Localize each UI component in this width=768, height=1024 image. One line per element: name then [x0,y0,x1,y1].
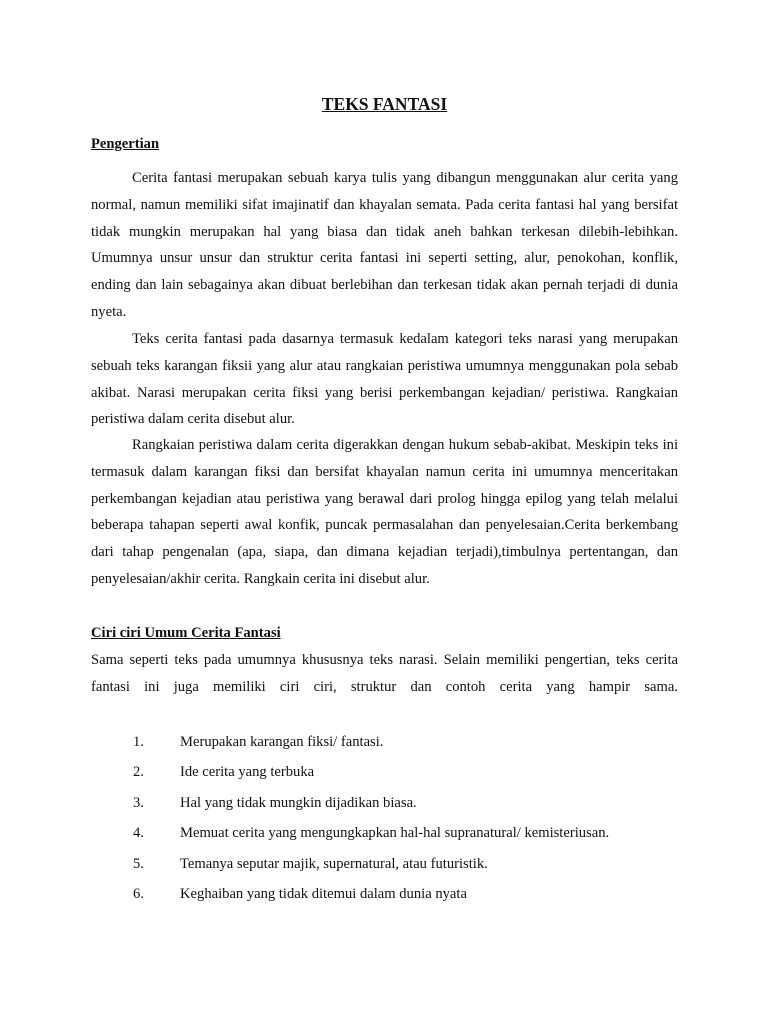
list-item-number: 6. [133,885,144,902]
list-item [91,820,678,850]
list-item-number: 2. [133,764,144,781]
list-item-text: Hal yang tidak mungkin dijadikan biasa. [180,794,417,811]
list-item [91,881,678,911]
list-item-number: 5. [133,855,144,872]
paragraph-ciri-intro: Sama seperti teks pada umumnya khususnya teks narasi. Selain memiliki pengertian, teks cerita fantasi ini juga memiliki ciri ciri, struktur dan contoh cerita yang hampir sama. [91,652,678,695]
list-item-text: Temanya seputar majik, supernatural, atau futuristik. [180,855,488,872]
list-item [91,729,678,759]
list-item-number: 1. [133,734,144,750]
list-item-number: 4. [133,825,144,842]
paragraph-definition: Cerita fantasi merupakan sebuah karya tulis yang dibangun menggunakan alur cerita yang normal, namun memiliki sifat imajinatif dan khayalan semata. Pada cerita fantasi hal yang bersifat tidak mungkin merupakan hal yang biasa dan tidak aneh bahkan terkesan dilebih-lebihkan. Umumnya unsur unsur dan struktur cerita fantasi ini seperti setting, alur, penokohan, konflik, ending dan lain sebagainya akan dibuat berlebihan dan terkesan tidak akan pernah terjadi di dunia nyeta. [91,170,678,320]
list-item [91,759,678,789]
list-item-text: Memuat cerita yang mengungkapkan hal-hal supranatural/ kemisteriusan. [180,825,610,842]
list-item [91,851,678,881]
list-item-text: Ide cerita yang terbuka [180,764,315,781]
list-item-number: 3. [133,794,144,811]
list-item-text: Keghaiban yang tidak ditemui dalam dunia nyata [180,885,467,902]
list-item-text: Merupakan karangan fiksi/ fantasi. [180,734,384,750]
section-heading-pengertian: Pengertian [91,136,160,152]
characteristics-list [91,729,678,911]
section-heading-ciri-ciri: Ciri ciri Umum Cerita Fantasi [91,625,281,641]
paragraph-narrative-category: Teks cerita fantasi pada dasarnya termasuk kedalam kategori teks narasi yang merupakan sebuah teks karangan fiksii yang alur atau rangkaian peristiwa umumnya menggunakan pola sebab akibat. Narasi merupakan cerita fiksi yang berisi perkembangan kejadian/ peristiwa. Rangkaian peristiwa dalam cerita disebut alur. [91,331,678,428]
paragraph-plot: Rangkaian peristiwa dalam cerita digerakkan dengan hukum sebab-akibat. Meskipin teks ini termasuk dalam karangan fiksi dan bersifat khayalan namun cerita ini umumnya menceritakan perkembangan kejadian atau peristiwa yang berawal dari prolog hingga epilog yang telah melalui beberapa tahapan seperti awal konfik, puncak permasalahan dan penyelesaian.Cerita berkembang dari tahap pengenalan (apa, siapa, dan dimana kejadian terjadi),timbulnya pertentangan, dan penyelesaian/akhir cerita. Rangkain cerita ini disebut alur. [91,437,678,587]
document-title: TEKS FANTASI [321,94,448,114]
list-item [91,790,678,820]
